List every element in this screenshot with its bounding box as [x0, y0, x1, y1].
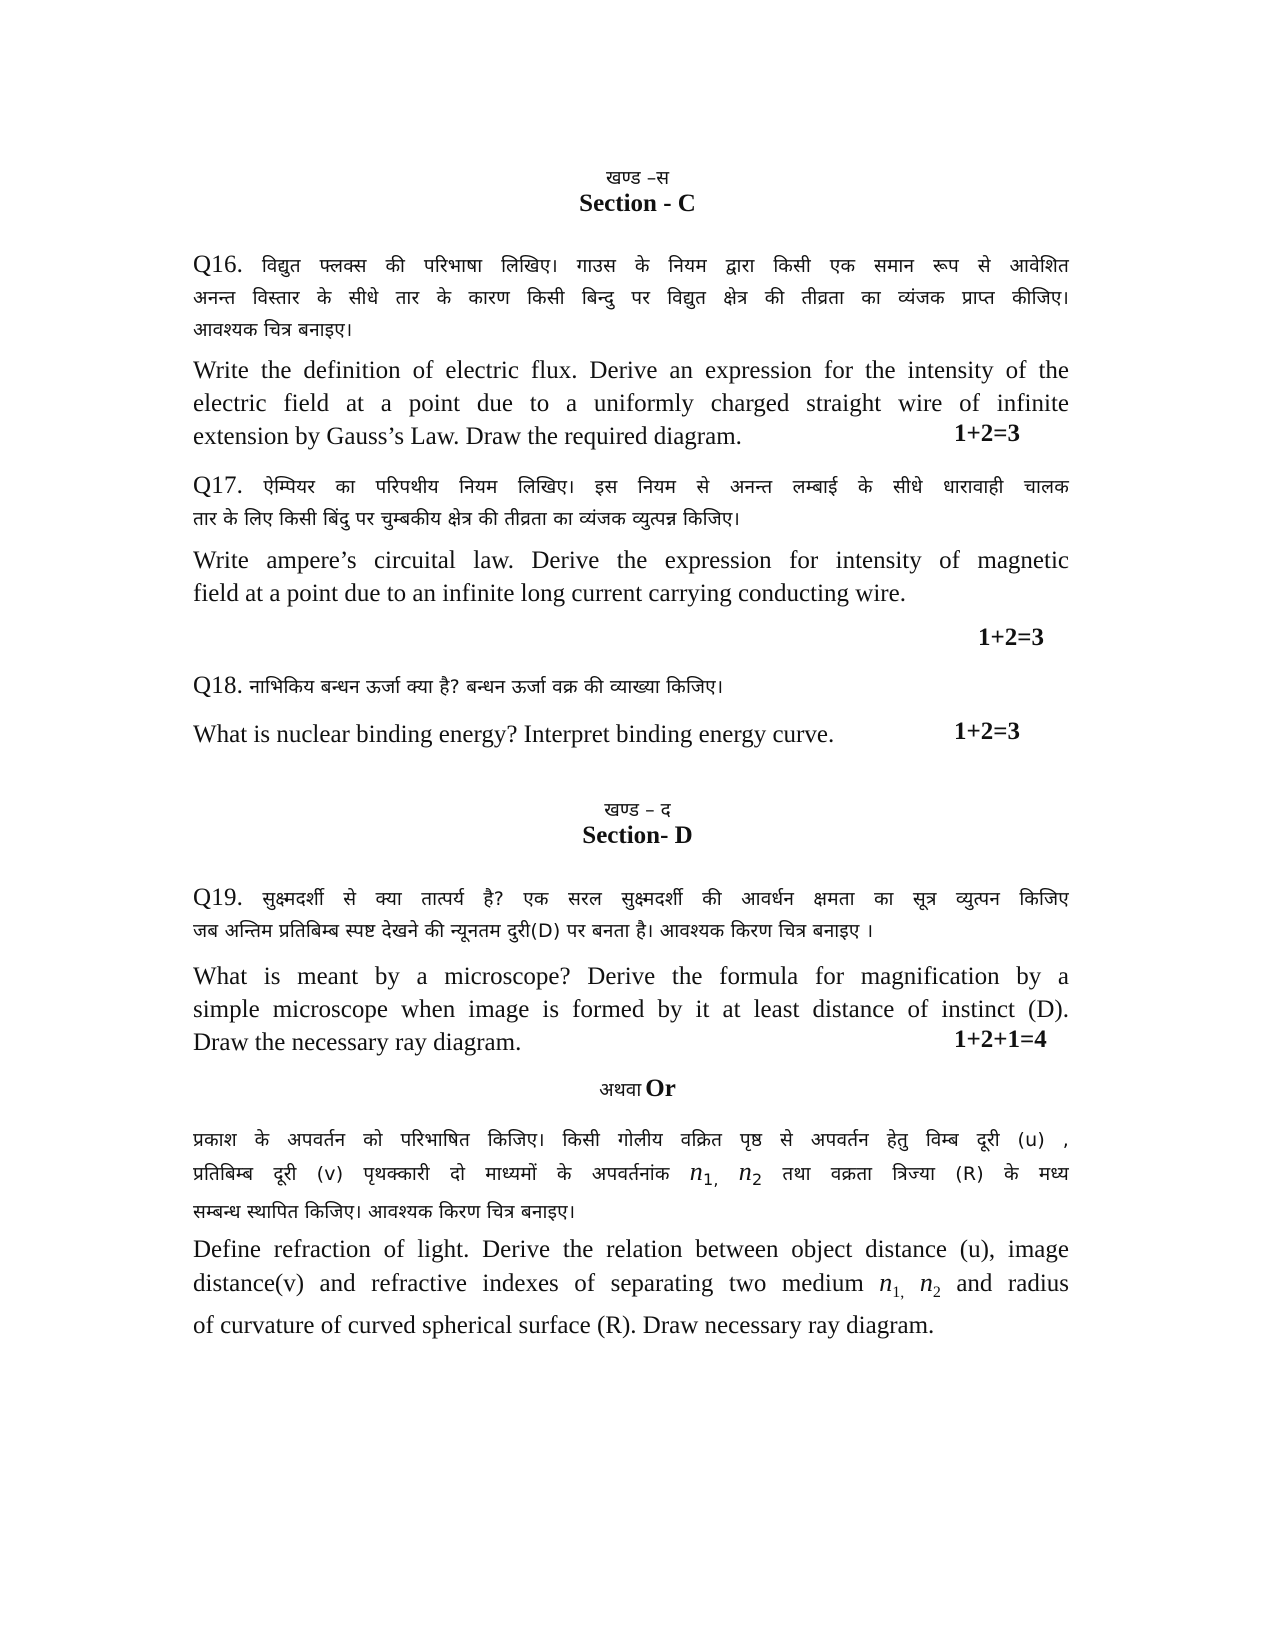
section-d-hindi-heading: खण्ड – द [604, 799, 671, 821]
q17-marks: 1+2=3 [978, 624, 1044, 651]
q19-hindi: Q19. सुक्ष्मदर्शी से क्या तात्पर्य है? एक सरल सुक्ष्मदर्शी की आवर्धन क्षमता का सूत्र व्युत्पन किजिए जब अन्तिम प्रतिबिम्ब स्पष्ट देखने की न्यूनतम दुरी(D) पर बनता है। आवश्यक किरण चित्र बनाइए । [193, 884, 1069, 942]
q18-hindi: Q18. नाभिकिय बन्धन ऊर्जा क्या है? बन्धन ऊर्जा वक्र की व्याख्या किजिए। [193, 672, 724, 699]
n1-n2-symbol: $n_{1,}$ $n_2$ [879, 1268, 941, 1301]
q17-english: Write ampere’s circuital law. Derive the expression for intensity of magnetic field at a point due to an infinite long current carrying conducting wire. [193, 547, 1069, 607]
q18-marks: 1+2=3 [954, 718, 1020, 745]
q17-hindi: Q17. ऐम्पियर का परिपथीय नियम लिखिए। इस नियम से अनन्त लम्बाई के सीधे धारावाही चालक तार के लिए किसी बिंदु पर चुम्बकीय क्षेत्र की तीव्रता का व्यंजक व्युत्पन्न किजिए। [193, 472, 1069, 530]
q19-alt-hindi: प्रकाश के अपवर्तन को परिभाषित किजिए। किसी गोलीय वक्रित पृष्ठ से अपवर्तन हेतु विम्ब दूरी (u) , प्रतिबिम्ब दूरी (v) पृथक्कारी दो माध्यमों के अपवर्तनांक $n_{1,}$ $n_2$ तथा वक्रता त्रिज्या (R) के मध्य सम्बन्ध स्थापित किजिए। आवश्यक किरण चित्र बनाइए। [193, 1129, 1069, 1223]
or-hindi: अथवा [599, 1079, 642, 1101]
q16-marks: 1+2=3 [954, 420, 1020, 447]
n1-n2-symbol: $n_{1,}$ $n_2$ [689, 1157, 763, 1189]
q19-number: Q19. [193, 884, 244, 911]
q16-english: Write the definition of electric flux. Derive an expression for the intensity of the electric field at a point due to a uniformly charged straight wire of infinite extension by Gauss’s Law. Draw the required diagram. [193, 357, 1069, 450]
section-c-hindi-heading: खण्ड –स [605, 167, 670, 189]
q19-english: What is meant by a microscope? Derive the formula for magnification by a simple microscope when image is formed by it at least distance of instinct (D). Draw the necessary ray diagram. [193, 963, 1069, 1056]
or-divider [0, 1075, 1275, 1103]
q18-number: Q18. [193, 672, 244, 699]
q17-number: Q17. [193, 472, 244, 499]
section-c-heading: Section - C [579, 190, 696, 217]
or-english: Or [645, 1075, 676, 1102]
q19-alt-english: Define refraction of light. Derive the relation between object distance (u), image distance(v) and refractive indexes of separating two medium $n_{1,}$ $n_2$ and radius of curvature of curved spherical surface (R). Draw necessary ray diagram. [193, 1236, 1070, 1339]
q19-marks: 1+2+1=4 [954, 1026, 1047, 1053]
q16-number: Q16. [193, 251, 244, 278]
section-d-heading: Section- D [582, 822, 693, 849]
q18-english: What is nuclear binding energy? Interpret binding energy curve. [193, 721, 835, 748]
q16-hindi: Q16. विद्युत फ्लक्स की परिभाषा लिखिए। गाउस के नियम द्वारा किसी एक समान रूप से आवेशित अनन्त विस्तार के सीधे तार के कारण किसी बिन्दु पर विद्युत क्षेत्र की तीव्रता का व्यंजक प्राप्त कीजिए। आवश्यक चित्र बनाइए। [193, 251, 1069, 341]
